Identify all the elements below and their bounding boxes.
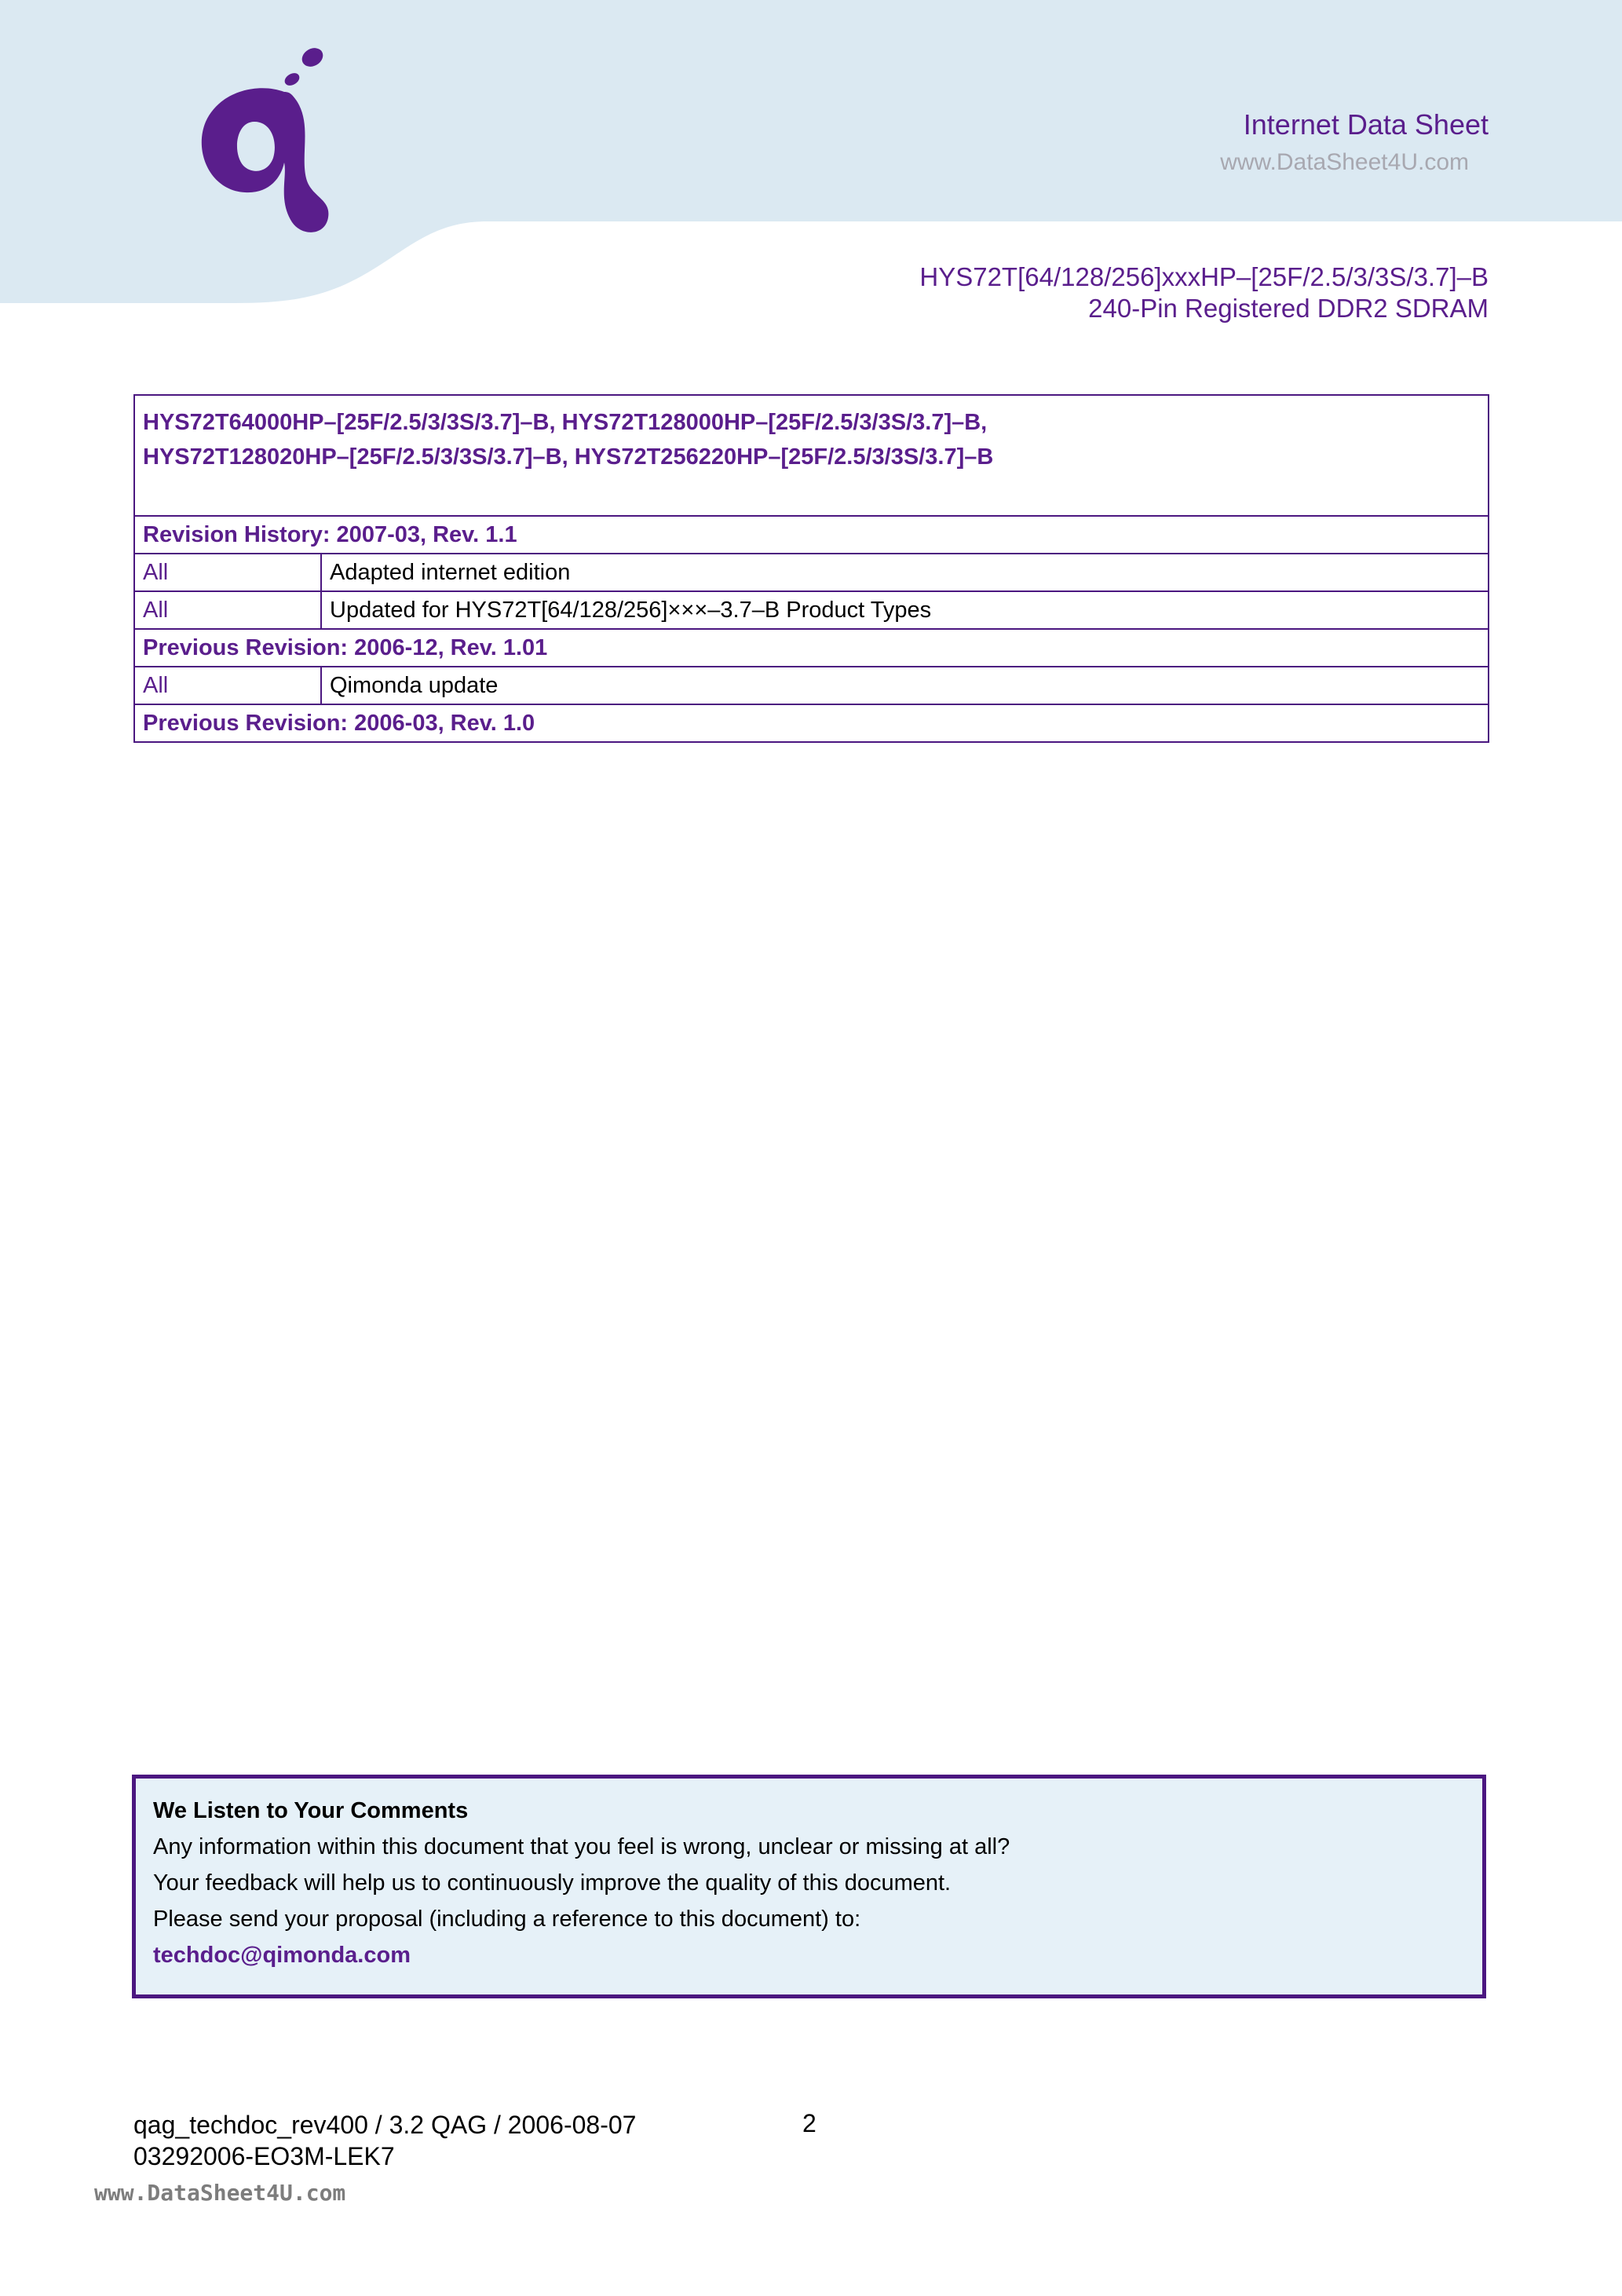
revision-header-row	[134, 704, 1489, 742]
previous-revision-heading-2: Previous Revision: 2006-03, Rev. 1.0	[134, 704, 1489, 742]
current-revision-heading: Revision History: 2007-03, Rev. 1.1	[134, 516, 1489, 554]
footer-doc-number: 03292006-EO3M-LEK7	[133, 2142, 395, 2170]
table-title-cell	[134, 395, 1489, 516]
row-scope: All	[134, 554, 321, 591]
product-description: 240-Pin Registered DDR2 SDRAM	[1088, 294, 1489, 323]
table-title-line-1: HYS72T64000HP–[25F/2.5/3/3S/3.7]–B, HYS72T128000HP–[25F/2.5/3/3S/3.7]–B,	[143, 410, 988, 435]
feedback-box	[132, 1775, 1486, 1998]
document-type-label: Internet Data Sheet	[1243, 108, 1489, 141]
revision-header-row	[134, 516, 1489, 554]
row-change: Qimonda update	[321, 667, 1489, 704]
feedback-line-3: Please send your proposal (including a reference to this document) to:	[153, 1907, 861, 1932]
table-row	[134, 591, 1489, 629]
revision-history-table	[133, 394, 1489, 743]
row-scope: All	[134, 667, 321, 704]
feedback-line-1: Any information within this document that you feel is wrong, unclear or missing at all?	[153, 1834, 1010, 1859]
feedback-line-2: Your feedback will help us to continuously improve the quality of this document.	[153, 1870, 952, 1896]
feedback-title: We Listen to Your Comments	[153, 1798, 469, 1823]
revision-header-row	[134, 629, 1489, 667]
feedback-email-link[interactable]: techdoc@qimonda.com	[153, 1943, 411, 1968]
row-change: Updated for HYS72T[64/128/256]×××–3.7–B Product Types	[321, 591, 1489, 629]
row-change: Adapted internet edition	[321, 554, 1489, 591]
row-scope: All	[134, 591, 321, 629]
product-code: HYS72T[64/128/256]xxxHP–[25F/2.5/3/3S/3.7]–B	[919, 262, 1489, 291]
watermark-bottom: www.DataSheet4U.com	[94, 2180, 346, 2206]
footer-reference	[133, 2109, 636, 2172]
watermark-top: www.DataSheet4U.com	[1220, 149, 1469, 175]
table-row	[134, 667, 1489, 704]
previous-revision-heading-1: Previous Revision: 2006-12, Rev. 1.01	[134, 629, 1489, 667]
table-row	[134, 554, 1489, 591]
footer-template-ref: qag_techdoc_rev400 / 3.2 QAG / 2006-08-07	[133, 2111, 637, 2139]
page-number: 2	[802, 2109, 816, 2137]
table-title-line-2: HYS72T128020HP–[25F/2.5/3/3S/3.7]–B, HYS72T256220HP–[25F/2.5/3/3S/3.7]–B	[143, 444, 994, 470]
qimonda-logo-icon	[196, 43, 338, 239]
table-title-row	[134, 395, 1489, 516]
